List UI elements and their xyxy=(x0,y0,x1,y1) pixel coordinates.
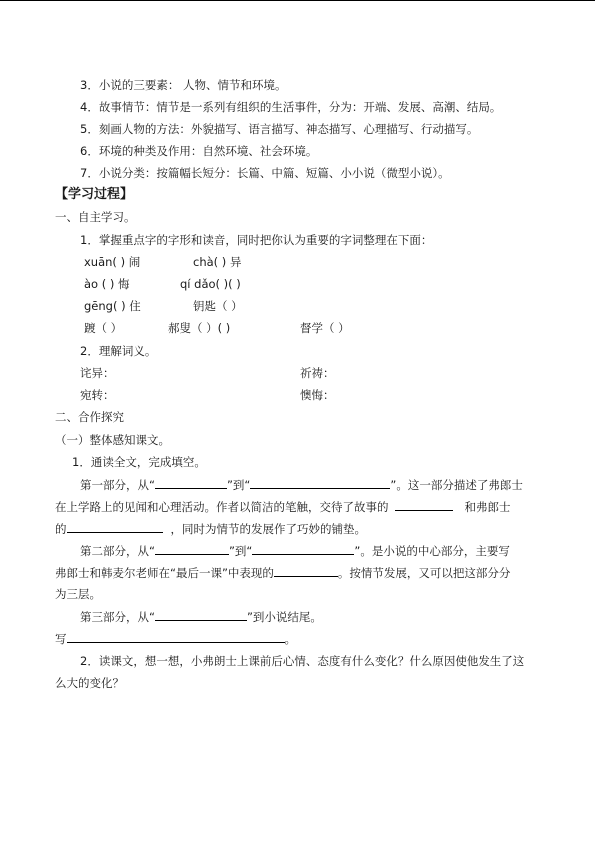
part1-line1 xyxy=(80,476,523,493)
word-qidao: 祈祷： xyxy=(300,366,335,380)
part2-desc: ”。是小说的中心部分，主要写 xyxy=(354,544,510,558)
part3-write-blank[interactable] xyxy=(67,630,285,643)
pinyin-qidao: qí dǎo( )( ) xyxy=(180,277,241,291)
part3-line2 xyxy=(55,630,296,647)
part2-from-label: 第二部分，从“ xyxy=(80,544,155,558)
part2-start-blank[interactable] xyxy=(155,542,229,555)
task-2-instruction: 2．理解词义。 xyxy=(80,344,157,358)
part2-end-blank[interactable] xyxy=(252,542,354,555)
part1-line2 xyxy=(55,498,511,515)
pinyin-xuan: xuān( ) 闹 xyxy=(84,255,141,269)
part1-line2-tail: 和弗郎士 xyxy=(464,500,511,514)
pinyin-cha: chà( ) 异 xyxy=(193,255,242,269)
intro-item-6: 6．环境的种类及作用：自然环境、社会环境。 xyxy=(80,144,318,158)
task-1-instruction: 1．掌握重点字的字形和读音，同时把你认为重要的字词整理在下面： xyxy=(80,233,433,247)
part2-performance-blank[interactable] xyxy=(274,564,338,577)
char-duo: 踱（ ） xyxy=(84,321,123,335)
part2-line3: 为三层。 xyxy=(55,587,101,601)
part-one-title: 一、自主学习。 xyxy=(55,210,136,224)
part3-from-label: 第三部分，从“ xyxy=(80,610,155,624)
word-chayi: 诧异： xyxy=(80,366,115,380)
question-2-line1: 2．读课文，想一想，小弗朗士上课前后心情、态度有什么变化？什么原因使他发生了这 xyxy=(80,654,525,668)
part1-line3-head: 的 xyxy=(55,522,67,536)
part3-tail: ”到小说结尾。 xyxy=(246,610,322,624)
section-heading: 【学习过程】 xyxy=(55,187,134,202)
part2-line2-tail: 。按情节发展，又可以把这部分分 xyxy=(337,566,511,580)
part1-desc: ”。这一部分描述了弗郎士 xyxy=(390,478,523,492)
part1-line2-text: 在上学路上的见闻和心理活动。作者以简洁的笔触，交待了故事的 xyxy=(55,500,389,514)
part1-line3-tail: ，同时为情节的发展作了巧妙的铺垫。 xyxy=(170,522,366,536)
part3-start-blank[interactable] xyxy=(155,608,247,621)
part2-to-label: ”到“ xyxy=(228,544,253,558)
part-two-title: 二、合作探究 xyxy=(55,410,124,424)
part1-story-blank[interactable] xyxy=(395,498,453,511)
question-2-line2: 么大的变化？ xyxy=(55,676,124,690)
question-1: 1．通读全文，完成填空。 xyxy=(72,455,206,469)
intro-item-7: 7．小说分类：按篇幅长短分：长篇、中篇、短篇、小小说（微型小说）。 xyxy=(80,166,450,180)
word-aohui: 懊悔： xyxy=(300,388,335,402)
page-top-rule xyxy=(0,0,595,1)
part1-francois-blank[interactable] xyxy=(67,520,163,533)
part1-end-blank[interactable] xyxy=(250,476,390,489)
pinyin-ao: ào ( ) 悔 xyxy=(84,277,130,291)
intro-item-4: 4．故事情节：情节是一系列有组织的生活事件，分为：开端、发展、高潮、结局。 xyxy=(80,100,502,114)
part1-to-label: ”到“ xyxy=(226,478,251,492)
char-duxue: 督学（ ） xyxy=(300,321,350,335)
part1-line3 xyxy=(55,520,366,537)
part3-period: 。 xyxy=(284,632,296,646)
part2-line2 xyxy=(55,564,510,581)
part3-write-label: 写 xyxy=(55,632,67,646)
word-wanzhuan: 宛转： xyxy=(80,388,115,402)
part1-from-label: 第一部分，从“ xyxy=(80,478,155,492)
intro-item-3: 3．小说的三要素： 人物、情节和环境。 xyxy=(80,78,287,92)
part2-line2-text: 弗郎士和韩麦尔老师在“最后一课”中表现的 xyxy=(55,566,274,580)
part3-line1 xyxy=(80,608,322,625)
part1-start-blank[interactable] xyxy=(155,476,227,489)
pinyin-geng: gēng( ) 住 xyxy=(84,299,141,313)
intro-item-5: 5．刻画人物的方法：外貌描写、语言描写、神态描写、心理描写、行动描写。 xyxy=(80,122,479,136)
pinyin-yaoshi: 钥匙（ ） xyxy=(193,299,243,313)
char-haosou: 郝叟（ ）( ) xyxy=(168,321,231,335)
subsection-title: （一）整体感知课文。 xyxy=(55,433,170,447)
part2-line1 xyxy=(80,542,510,559)
